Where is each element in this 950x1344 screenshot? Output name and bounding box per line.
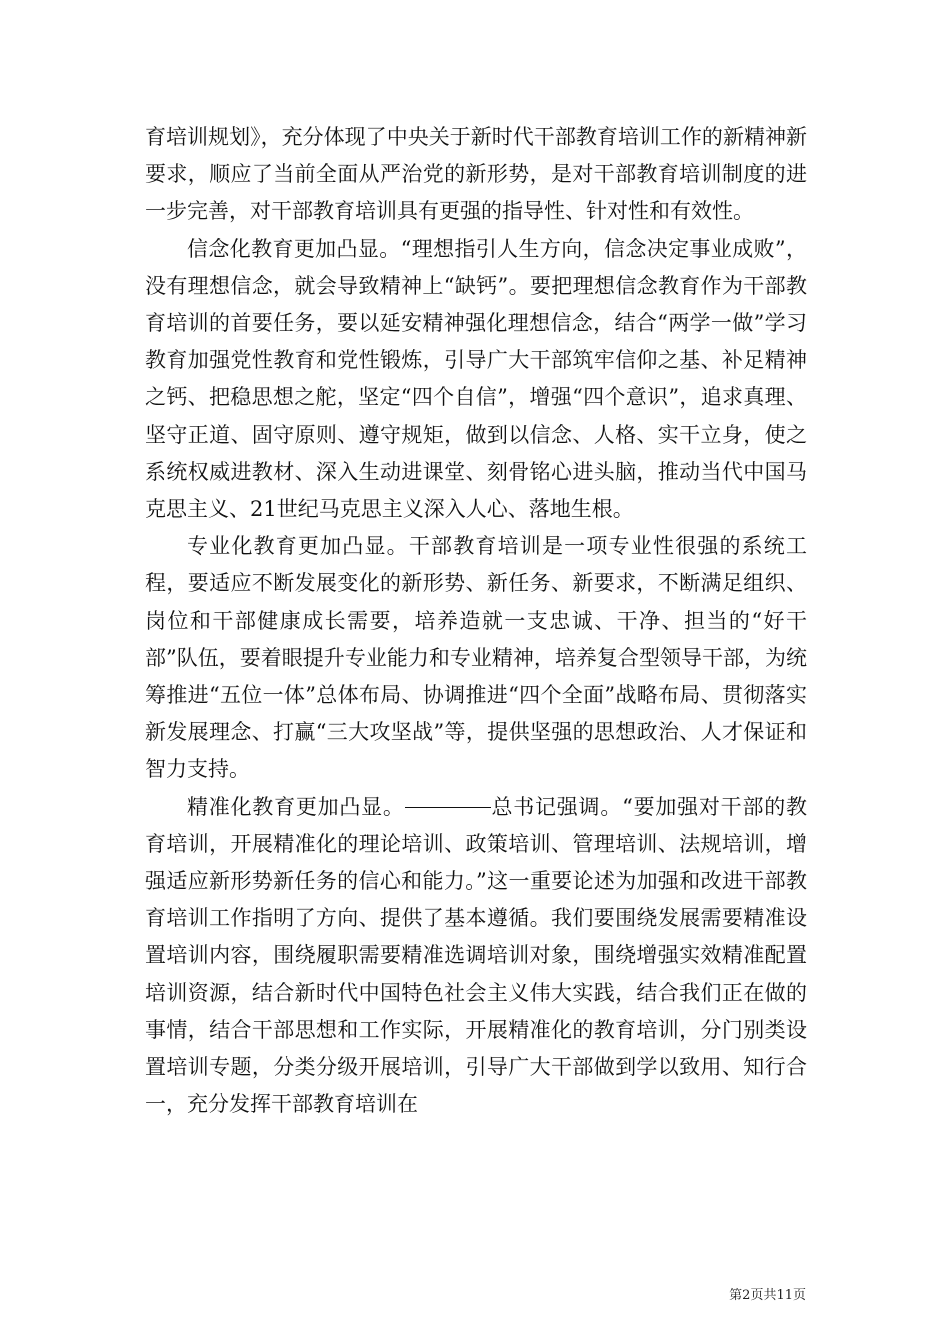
document-body [145,119,807,1123]
paragraph-precision-body: 总书记强调。“要加强对干部的教育培训，开展精准化的理论培训、政策培训、管理培训、法规培训，增强适应新形势新任务的信心和能力。”这一重要论述为加强和改进干部教育培训工作指明了方向、提供了基本遵循。我们要围绕发展需要精准设置培训内容，围绕履职需要精准选调培训对象，围绕增强实效精准配置培训资源，结合新时代中国特色社会主义伟大实践，结合我们正在做的事情，结合干部思想和工作实际，开展精准化的教育培训，分门别类设置培训专题，分类分级开展培训，引导广大干部做到学以致用、知行合一，充分发挥干部教育培训在 [145,794,807,1117]
paragraph-faith-education: 信念化教育更加凸显。“理想指引人生方向，信念决定事业成败”，没有理想信念，就会导致精神上“缺钙”。要把理想信念教育作为干部教育培训的首要任务，要以延安精神强化理想信念，结合“两学一做”学习教育加强党性教育和党性锻炼，引导广大干部筑牢信仰之基、补足精神之钙、把稳思想之舵，坚定“四个自信”，增强“四个意识”，追求真理、坚守正道、固守原则、遵守规矩，做到以信念、人格、实干立身，使之系统权威进教材、深入生动进课堂、刻骨铭心进头脑，推动当代中国马克思主义、21世纪马克思主义深入人心、落地生根。 [145,236,807,522]
paragraph-precision-education [145,789,807,1124]
paragraph-precision-heading: 精准化教育更加凸显。 [187,794,405,819]
blank-underline [405,806,491,808]
paragraph-continuation: 育培训规划》，充分体现了中央关于新时代干部教育培训工作的新精神新要求，顺应了当前全面从严治党的新形势，是对干部教育培训制度的进一步完善，对干部教育培训具有更强的指导性、针对性和有效性。 [145,125,807,224]
paragraph-professional-education: 专业化教育更加凸显。干部教育培训是一项专业性很强的系统工程，要适应不断发展变化的新形势、新任务、新要求，不断满足组织、岗位和干部健康成长需要，培养造就一支忠诚、干净、担当的“好干部”队伍，要着眼提升专业能力和专业精神，培养复合型领导干部，为统筹推进“五位一体”总体布局、协调推进“四个全面”战略布局、贯彻落实新发展理念、打赢“三大攻坚战”等，提供坚强的思想政治、人才保证和智力支持。 [145,534,807,782]
page-number-footer: 第2页共11页 [729,1288,806,1303]
